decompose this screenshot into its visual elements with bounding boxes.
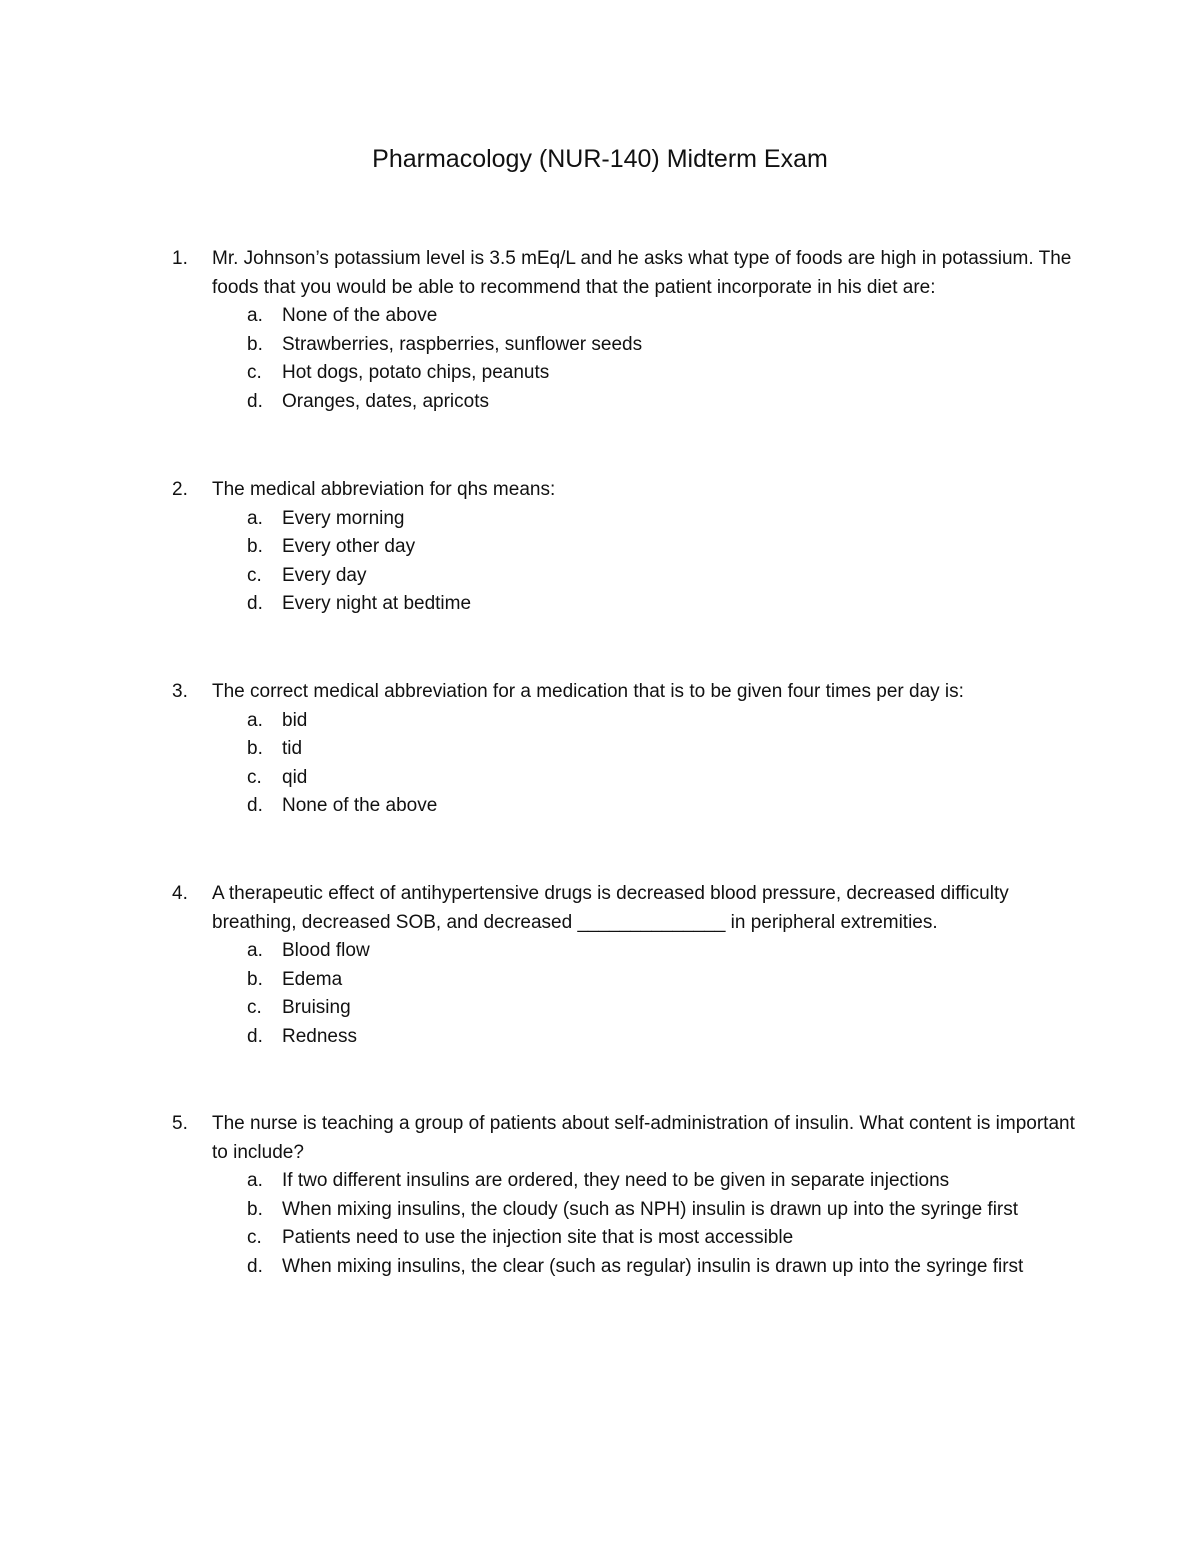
answer-option-b [172,966,1092,995]
answer-options [172,707,1092,821]
option-letter: c. [247,766,262,788]
option-text: None of the above [282,305,438,326]
option-letter: d. [247,795,263,816]
answer-option-d [172,1253,1092,1282]
option-text: Every night at bedtime [282,593,472,614]
answer-option-a [172,937,1092,966]
question-4 [172,880,1092,1051]
option-text: Hot dogs, potato chips, peanuts [282,362,550,383]
answer-option-c [172,1224,1092,1253]
option-text: Blood flow [282,940,370,961]
question-5 [172,1110,1092,1281]
question-number: 4. [172,883,188,904]
question-number: 5. [172,1113,188,1134]
option-text: When mixing insulins, the clear (such as regular) insulin is drawn up into the syringe first [282,1255,1024,1277]
option-letter: b. [247,968,263,990]
question-text: The correct medical abbreviation for a medication that is to be given four times per day is: [212,681,964,702]
option-letter: d. [247,1025,263,1047]
question-text: Mr. Johnson’s potassium level is 3.5 mEq/L and he asks what type of foods are high in potassium. The foods that you would be able to recommend that the patient incorporate in his diet are: [212,248,1072,298]
answer-option-c [172,359,1092,388]
answer-option-c [172,994,1092,1023]
option-text: qid [282,766,308,788]
option-letter: a. [247,1170,263,1191]
option-letter: b. [247,333,263,355]
question-1 [172,245,1092,416]
question-3 [172,678,1092,821]
answer-option-b [172,331,1092,360]
option-letter: a. [247,507,263,529]
page-title: Pharmacology (NUR-140) Midterm Exam [372,145,828,173]
answer-options [172,937,1092,1051]
option-letter: c. [247,1227,262,1248]
option-letter: c. [247,997,262,1018]
answer-option-a [172,302,1092,331]
question-text: The nurse is teaching a group of patients about self-administration of insulin. What content is important to include? [212,1113,1075,1163]
answer-option-d [172,590,1092,619]
option-letter: a. [247,940,263,961]
option-text: Edema [282,968,343,990]
answer-option-b [172,735,1092,764]
question-text: The medical abbreviation for qhs means: [212,479,556,500]
answer-option-c [172,764,1092,793]
option-letter: b. [247,536,263,557]
answer-option-c [172,562,1092,591]
option-text: Every morning [282,507,405,529]
option-letter: c. [247,362,262,383]
option-text: If two different insulins are ordered, they need to be given in separate injections [282,1170,950,1191]
option-letter: a. [247,709,263,731]
option-text: Patients need to use the injection site that is most accessible [282,1227,794,1248]
option-letter: d. [247,593,263,614]
option-text: bid [282,709,308,731]
answer-option-d [172,792,1092,821]
option-text: Oranges, dates, apricots [282,390,489,412]
option-letter: b. [247,1198,263,1220]
option-text: Redness [282,1025,357,1047]
option-letter: b. [247,738,263,759]
answer-option-d [172,388,1092,417]
answer-option-d [172,1023,1092,1052]
option-letter: a. [247,305,263,326]
option-text: None of the above [282,795,438,816]
answer-options [172,505,1092,619]
question-2 [172,476,1092,619]
option-text: Strawberries, raspberries, sunflower seeds [282,333,643,355]
question-number: 2. [172,479,188,500]
question-number: 1. [172,248,188,269]
answer-option-a [172,1167,1092,1196]
option-letter: c. [247,564,262,586]
answer-option-a [172,505,1092,534]
answer-options [172,1167,1092,1281]
answer-option-a [172,707,1092,736]
option-text: Bruising [282,997,351,1018]
answer-options [172,302,1092,416]
option-letter: d. [247,1255,263,1277]
answer-option-b [172,1196,1092,1225]
option-text: tid [282,738,303,759]
option-text: When mixing insulins, the cloudy (such as NPH) insulin is drawn up into the syringe first [282,1198,1019,1220]
question-number: 3. [172,681,188,702]
option-text: Every day [282,564,367,586]
option-letter: d. [247,390,263,412]
answer-option-b [172,533,1092,562]
option-text: Every other day [282,536,416,557]
question-text: A therapeutic effect of antihypertensive drugs is decreased blood pressure, decreased difficulty breathing, decreased SOB, and decreased ______________ in peripheral extremities. [212,883,1009,933]
